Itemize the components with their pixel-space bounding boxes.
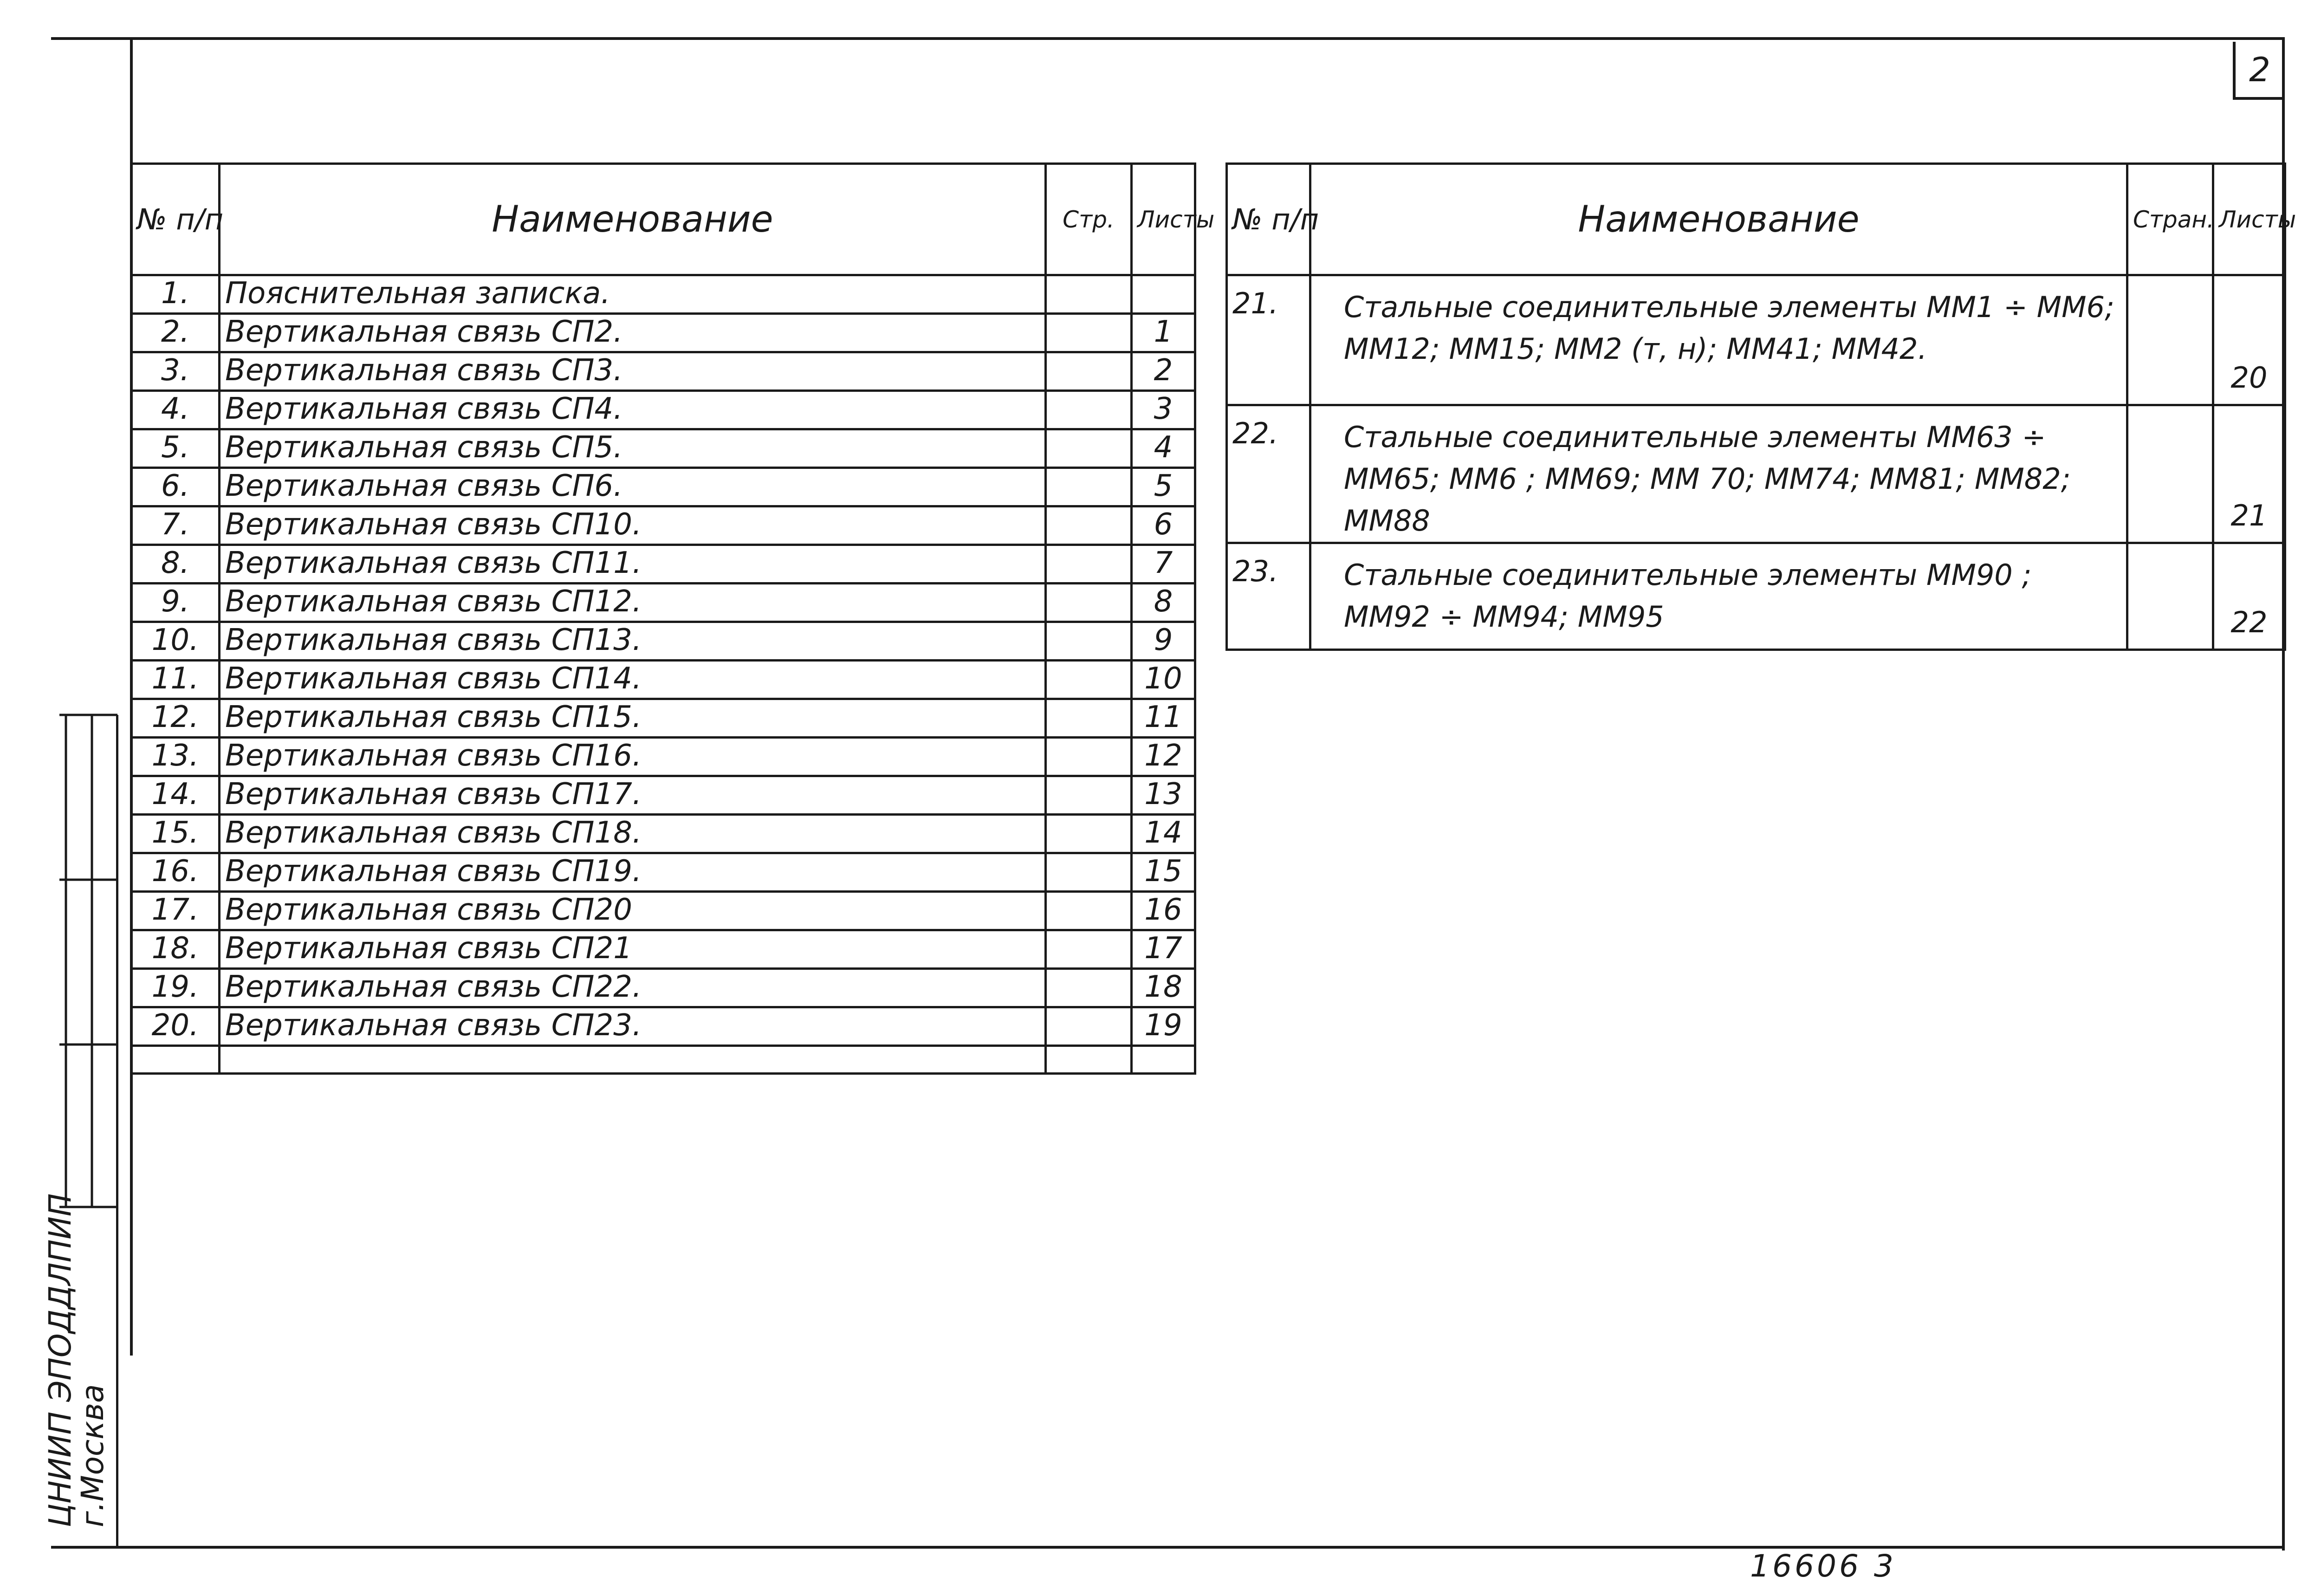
table-row [1227, 543, 2285, 650]
table-row [131, 584, 1195, 622]
frame-bottom-line [51, 1546, 2285, 1549]
row-name: Вертикальная связь СП16. [220, 738, 1046, 776]
row-num: 11. [131, 661, 220, 699]
row-page [1046, 853, 1132, 892]
row-sheet: 18 [1132, 969, 1195, 1007]
table-row [131, 275, 1195, 314]
row-page [1046, 506, 1132, 545]
row-name: Стальные соединительные элементы ММ90 ; ММ92 ÷ ММ94; ММ95 [1310, 543, 2127, 650]
blank-cell [1046, 1046, 1132, 1074]
frame-top-line [51, 37, 2285, 40]
row-num: 8. [131, 545, 220, 584]
row-sheet: 2 [1132, 352, 1195, 391]
table-row [1227, 405, 2285, 543]
row-page [1046, 314, 1132, 352]
table-row [131, 391, 1195, 429]
row-sheet: 13 [1132, 776, 1195, 815]
sheet-number: 2 [2249, 50, 2270, 89]
row-sheet: 15 [1132, 853, 1195, 892]
row-name: Вертикальная связь СП12. [220, 584, 1046, 622]
row-page [2127, 543, 2213, 650]
organisation-stamp [44, 1194, 109, 1527]
header-sheets: Листы [2213, 164, 2285, 275]
row-page [1046, 545, 1132, 584]
table-header-row [131, 164, 1195, 275]
row-num: 2. [131, 314, 220, 352]
row-page [1046, 661, 1132, 699]
row-name: Вертикальная связь СП22. [220, 969, 1046, 1007]
table-row [131, 661, 1195, 699]
row-num: 10. [131, 622, 220, 661]
row-page [1046, 584, 1132, 622]
row-sheet: 21 [2213, 405, 2285, 543]
row-sheet: 11 [1132, 699, 1195, 738]
register-table-right [1225, 162, 2296, 651]
row-name: Вертикальная связь СП20 [220, 892, 1046, 930]
row-sheet: 9 [1132, 622, 1195, 661]
row-sheet: 8 [1132, 584, 1195, 622]
blank-cell [1132, 1046, 1195, 1074]
table-row [131, 776, 1195, 815]
header-page: Стр. [1046, 164, 1132, 275]
row-name: Вертикальная связь СП3. [220, 352, 1046, 391]
row-name: Вертикальная связь СП11. [220, 545, 1046, 584]
table-row [131, 930, 1195, 969]
table-row [131, 314, 1195, 352]
row-sheet: 20 [2213, 275, 2285, 405]
row-num: 23. [1227, 543, 1310, 650]
row-name: Вертикальная связь СП17. [220, 776, 1046, 815]
row-num: 4. [131, 391, 220, 429]
row-name: Вертикальная связь СП21 [220, 930, 1046, 969]
row-num: 7. [131, 506, 220, 545]
row-page [1046, 352, 1132, 391]
header-page: Стран. [2127, 164, 2213, 275]
row-sheet: 17 [1132, 930, 1195, 969]
row-page [1046, 815, 1132, 853]
row-page [1046, 275, 1132, 314]
row-name: Вертикальная связь СП5. [220, 429, 1046, 468]
row-num: 9. [131, 584, 220, 622]
table-row [131, 892, 1195, 930]
row-sheet: 12 [1132, 738, 1195, 776]
row-name: Стальные соединительные элементы ММ63 ÷ ММ65; ММ6 ; ММ69; ММ 70; ММ74; ММ81; ММ82; ММ88 [1310, 405, 2127, 543]
row-num: 22. [1227, 405, 1310, 543]
row-page [1046, 468, 1132, 506]
row-num: 18. [131, 930, 220, 969]
table-row [131, 815, 1195, 853]
row-name: Вертикальная связь СП15. [220, 699, 1046, 738]
table-row [131, 1007, 1195, 1046]
table-header-row [1227, 164, 2285, 275]
row-num: 3. [131, 352, 220, 391]
row-sheet: 22 [2213, 543, 2285, 650]
row-sheet [1132, 275, 1195, 314]
row-num: 21. [1227, 275, 1310, 405]
row-sheet: 10 [1132, 661, 1195, 699]
register-table-left [130, 162, 1215, 1075]
row-num: 17. [131, 892, 220, 930]
row-num: 14. [131, 776, 220, 815]
table-row [131, 468, 1195, 506]
table-row [131, 699, 1195, 738]
table-row [1227, 275, 2285, 405]
header-name: Наименование [1310, 164, 2127, 275]
row-page [2127, 405, 2213, 543]
row-sheet: 5 [1132, 468, 1195, 506]
row-page [1046, 969, 1132, 1007]
row-num: 1. [131, 275, 220, 314]
table-row-blank [131, 1046, 1195, 1074]
blank-cell [220, 1046, 1046, 1074]
table-row [131, 429, 1195, 468]
row-num: 6. [131, 468, 220, 506]
row-page [1046, 429, 1132, 468]
row-page [2127, 275, 2213, 405]
row-name: Пояснительная записка. [220, 275, 1046, 314]
organisation-city: г.Москва [75, 1384, 110, 1527]
row-name: Вертикальная связь СП6. [220, 468, 1046, 506]
document-code: 16606 3 [1750, 1548, 1896, 1584]
row-page [1046, 622, 1132, 661]
row-num: 5. [131, 429, 220, 468]
header-sheets: Листы [1132, 164, 1195, 275]
row-name: Вертикальная связь СП2. [220, 314, 1046, 352]
row-name: Вертикальная связь СП14. [220, 661, 1046, 699]
row-num: 13. [131, 738, 220, 776]
organisation-name: ЦНИИП ЭПОДДЛПИП [42, 1193, 78, 1527]
row-page [1046, 892, 1132, 930]
row-name: Вертикальная связь СП4. [220, 391, 1046, 429]
table-row [131, 853, 1195, 892]
table-row [131, 506, 1195, 545]
table-row [131, 545, 1195, 584]
margin-stamp-grid [59, 715, 117, 1253]
sheet-number-box [2233, 42, 2284, 100]
header-name: Наименование [220, 164, 1046, 275]
row-sheet: 1 [1132, 314, 1195, 352]
row-num: 16. [131, 853, 220, 892]
header-num: № п/п [131, 164, 220, 275]
row-sheet: 19 [1132, 1007, 1195, 1046]
row-name: Стальные соединительные элементы ММ1 ÷ ММ6; ММ12; ММ15; ММ2 (т, н); ММ41; ММ42. [1310, 275, 2127, 405]
row-page [1046, 776, 1132, 815]
row-num: 15. [131, 815, 220, 853]
row-sheet: 6 [1132, 506, 1195, 545]
table-row [131, 738, 1195, 776]
row-page [1046, 930, 1132, 969]
row-name: Вертикальная связь СП23. [220, 1007, 1046, 1046]
table-row [131, 352, 1195, 391]
row-name: Вертикальная связь СП19. [220, 853, 1046, 892]
row-num: 12. [131, 699, 220, 738]
table-row [131, 622, 1195, 661]
row-sheet: 3 [1132, 391, 1195, 429]
row-sheet: 16 [1132, 892, 1195, 930]
row-sheet: 4 [1132, 429, 1195, 468]
blank-cell [131, 1046, 220, 1074]
row-num: 20. [131, 1007, 220, 1046]
row-sheet: 7 [1132, 545, 1195, 584]
table-row [131, 969, 1195, 1007]
header-num: № п/п [1227, 164, 1310, 275]
row-name: Вертикальная связь СП18. [220, 815, 1046, 853]
row-sheet: 14 [1132, 815, 1195, 853]
row-page [1046, 1007, 1132, 1046]
row-name: Вертикальная связь СП13. [220, 622, 1046, 661]
row-name: Вертикальная связь СП10. [220, 506, 1046, 545]
row-page [1046, 391, 1132, 429]
row-page [1046, 738, 1132, 776]
row-page [1046, 699, 1132, 738]
row-num: 19. [131, 969, 220, 1007]
